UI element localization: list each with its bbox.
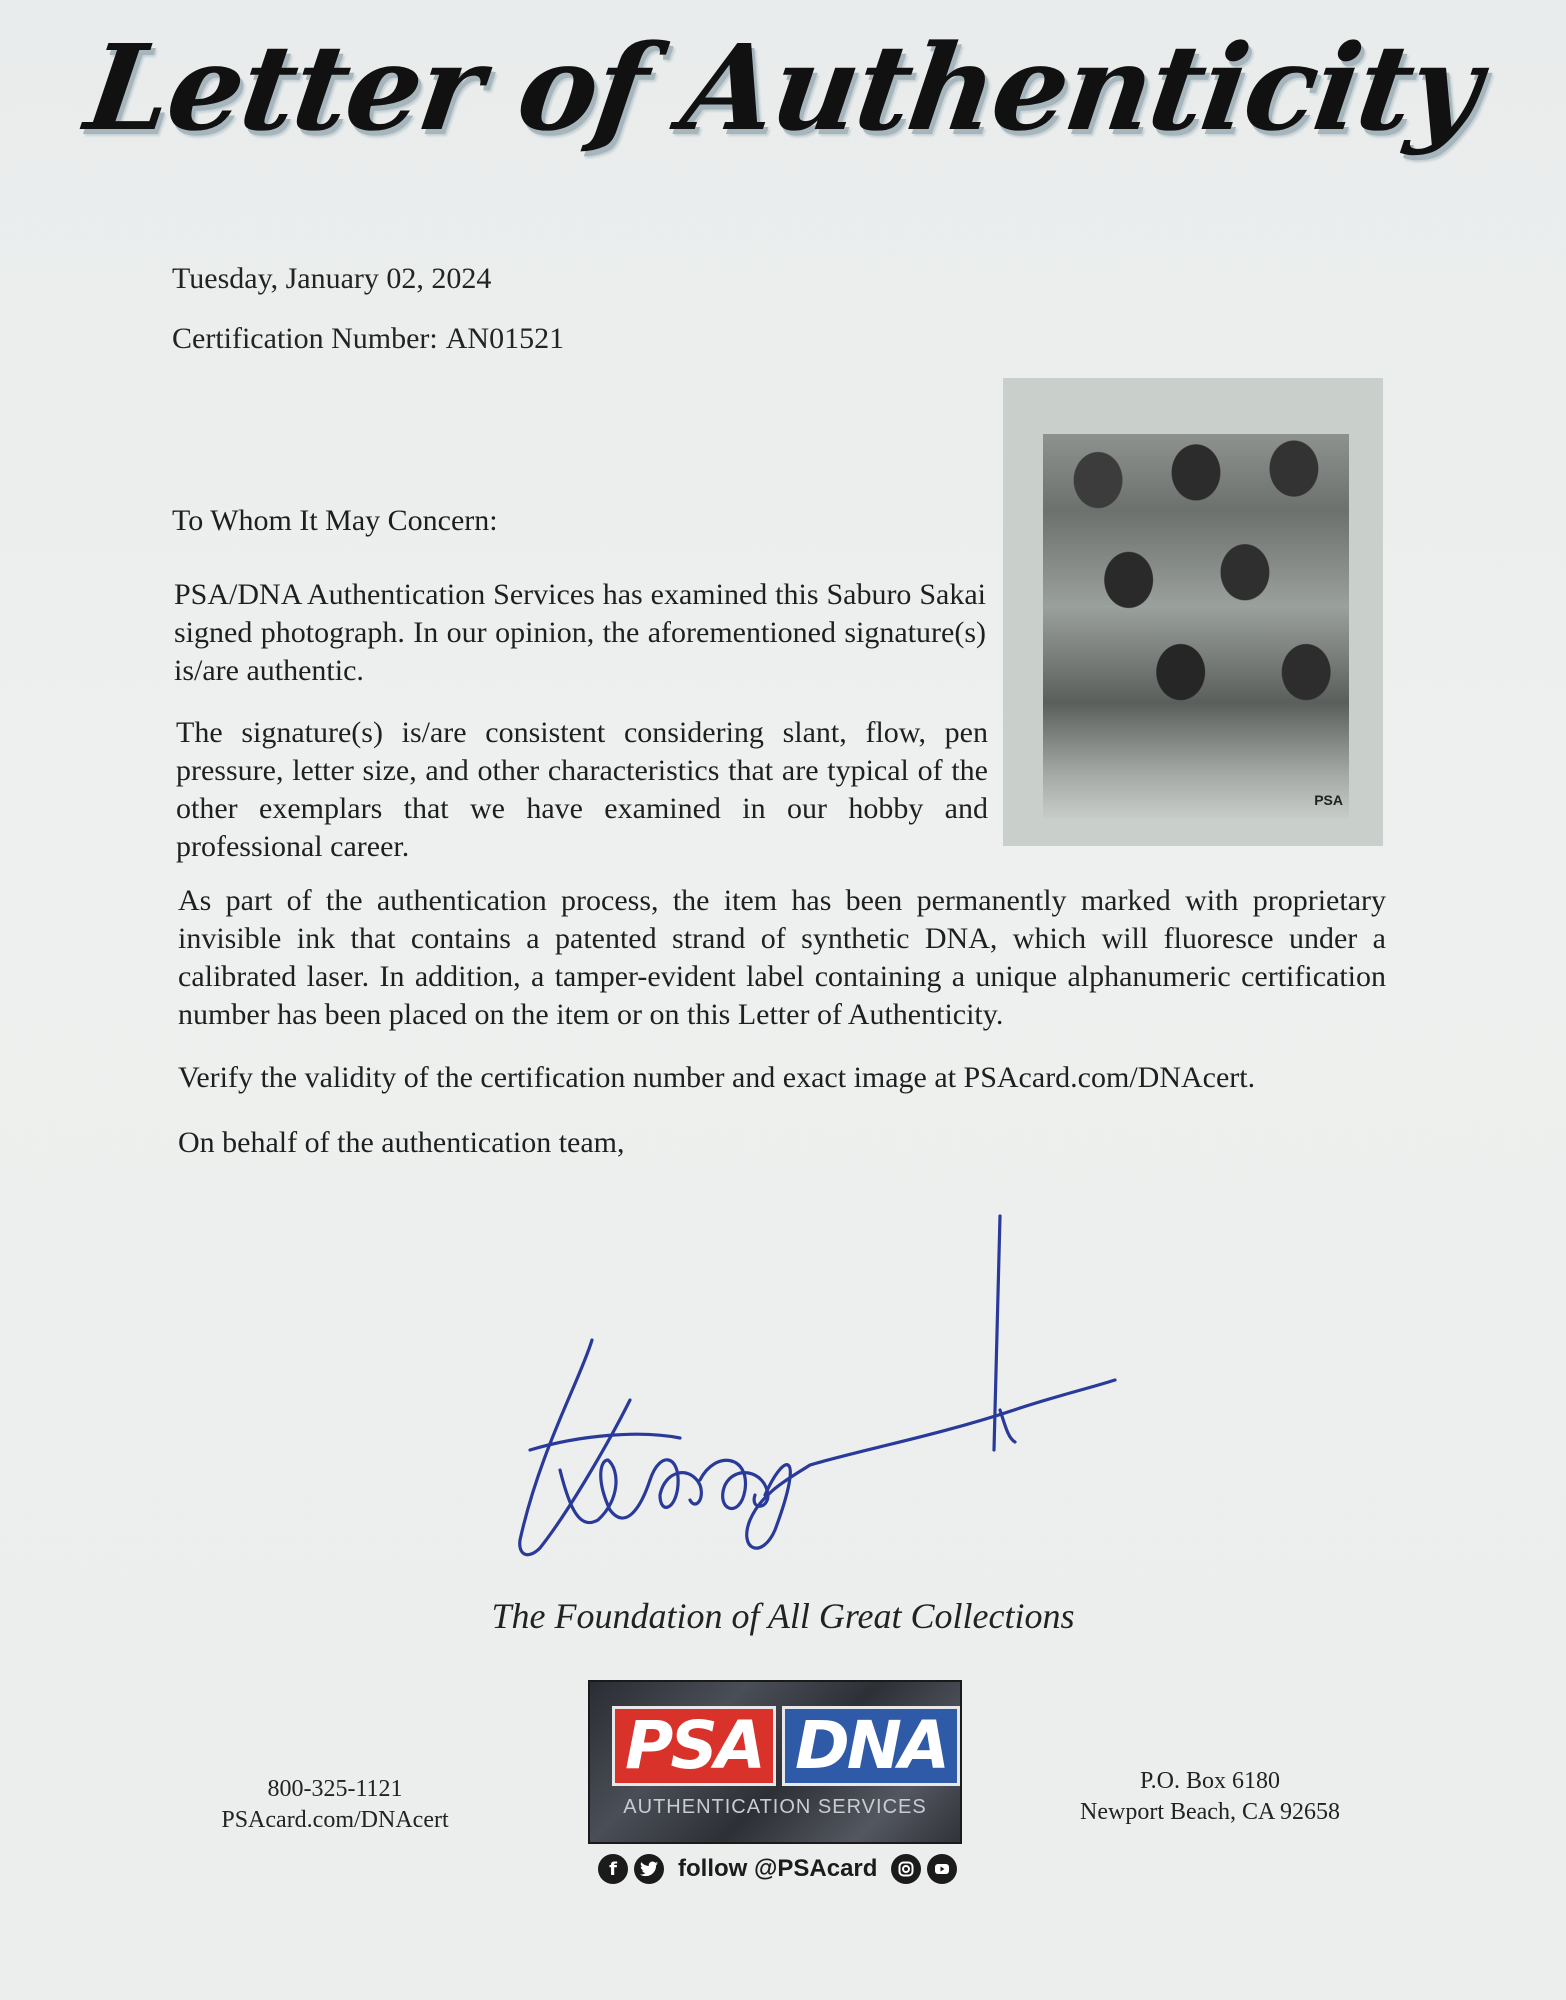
letter-date: Tuesday, January 02, 2024 xyxy=(172,262,492,295)
paragraph-consistency: The signature(s) is/are consistent considering slant, flow, pen pressure, letter size, and other characteristics that are typical of the other exemplars that we have examined in our hobby and professional career. xyxy=(176,716,988,863)
youtube-icon[interactable] xyxy=(927,1854,957,1884)
facebook-icon[interactable]: f xyxy=(598,1854,628,1884)
greeting: To Whom It May Concern: xyxy=(172,504,498,537)
website-link[interactable]: PSAcard.com/DNAcert xyxy=(221,1807,449,1833)
cert-label: Certification Number: xyxy=(172,322,438,355)
closing: On behalf of the authentication team, xyxy=(178,1126,625,1159)
signed-photograph xyxy=(1003,378,1383,846)
page-title: Letter of Authenticity xyxy=(78,18,1488,157)
certification-number xyxy=(172,322,564,356)
po-box: P.O. Box 6180 xyxy=(1139,1768,1281,1794)
cert-number: AN01521 xyxy=(445,322,565,355)
tagline: The Foundation of All Great Collections xyxy=(491,1596,1075,1636)
follow-handle[interactable]: follow @PSAcard xyxy=(678,1855,878,1882)
contact-phone-web xyxy=(205,1774,465,1836)
instagram-icon[interactable] xyxy=(891,1854,921,1884)
paragraph-verify: Verify the validity of the certification number and exact image at PSAcard.com/DNAcert. xyxy=(178,1061,1256,1094)
logo-subtitle: AUTHENTICATION SERVICES xyxy=(623,1796,927,1818)
paragraph-process: As part of the authentication process, the item has been permanently marked with proprietary invisible ink that contains a patented strand of synthetic DNA, which will fluoresce under a calibrated laser. In addition, a tamper-evident label containing a unique alphanumeric certification number has been placed on the item or on this Letter of Authenticity. xyxy=(178,884,1386,1031)
logo-dna: DNA xyxy=(782,1706,960,1786)
city-address: Newport Beach, CA 92658 xyxy=(1080,1799,1340,1825)
logo-psa: PSA xyxy=(612,1706,776,1786)
paragraph-examination: PSA/DNA Authentication Services has examined this Saburo Sakai signed photograph. In our opinion, the aforementioned signature(s) is/are authentic. xyxy=(174,578,986,687)
contact-address xyxy=(1060,1766,1360,1828)
psa-dna-logo xyxy=(588,1680,962,1844)
handwritten-signature xyxy=(500,1210,1140,1590)
twitter-icon[interactable] xyxy=(634,1854,664,1884)
group-photo-image xyxy=(1043,434,1349,818)
photo-psa-sticker: PSA xyxy=(1314,792,1343,808)
phone-number: 800-325-1121 xyxy=(267,1776,403,1802)
social-follow-row xyxy=(598,1852,957,1886)
